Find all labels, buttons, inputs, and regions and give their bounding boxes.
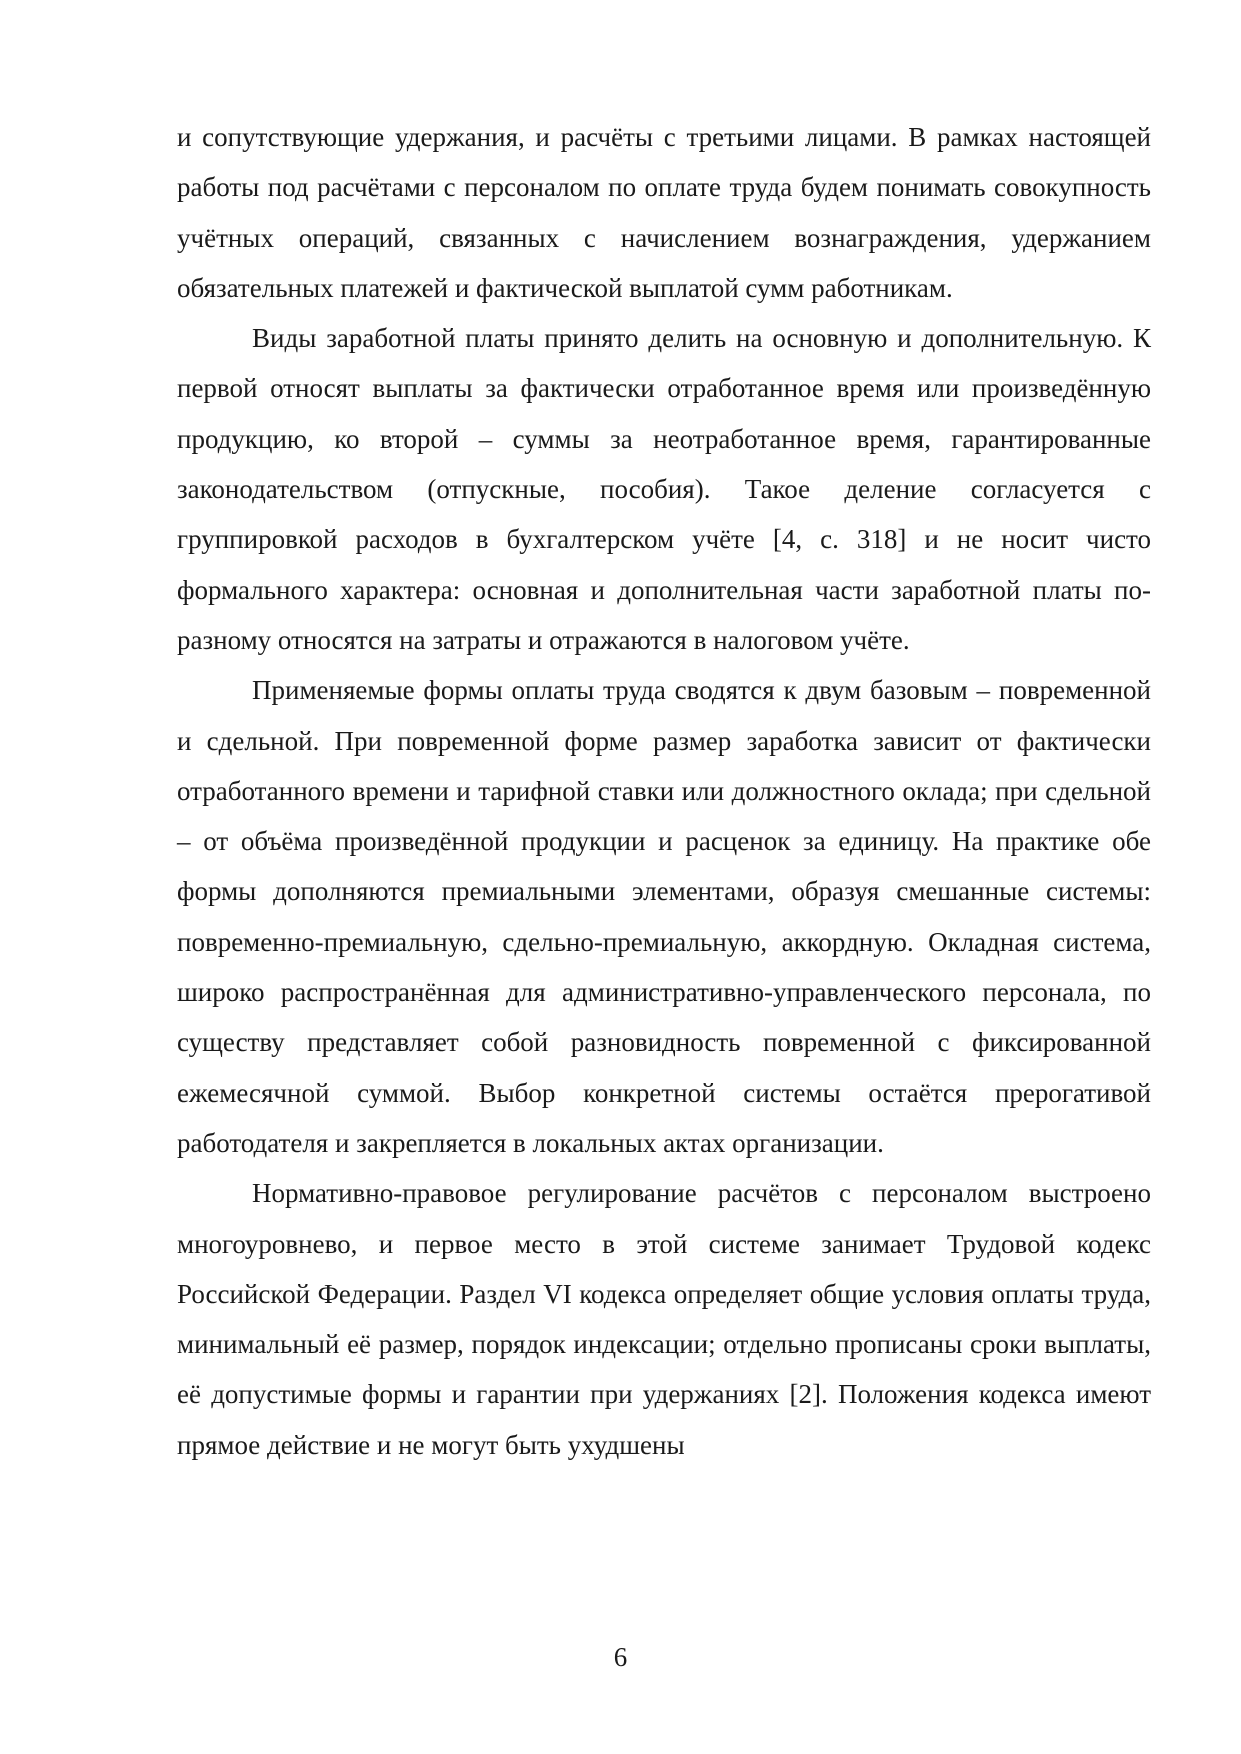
paragraph-legal-regulation: Нормативно-правовое регулирование расчётов с персоналом выстроено многоуровнево, и первое место в этой системе занимает Трудовой кодекс Российской Федерации. Раздел VI кодекса определяет общие условия оплаты труда, минимальный её размер, порядок индексации; отдельно прописаны сроки выплаты, её допустимые формы и гарантии при удержаниях [2]. Положения кодекса имеют прямое действие и не могут быть ухудшены <box>177 1178 1151 1460</box>
paragraph-wage-types: Виды заработной платы принято делить на основную и дополнительную. К первой относят выплаты за фактически отработанное время или произведённую продукцию, ко второй – суммы за неотработанное время, гарантированные законодательством (отпускные, пособия). Такое деление согласуется с группировкой расходов в бухгалтерском учёте [4, с. 318] и не носит чисто формального характера: основная и дополнительная части заработной платы по-разному относятся на затраты и отражаются в налоговом учёте. <box>177 323 1151 655</box>
document-body <box>177 112 1151 1470</box>
paragraph-pay-forms: Применяемые формы оплаты труда сводятся к двум базовым – повременной и сдельной. При повременной форме размер заработка зависит от фактически отработанного времени и тарифной ставки или должностного оклада; при сдельной – от объёма произведённой продукции и расценок за единицу. На практике обе формы дополняются премиальными элементами, образуя смешанные системы: повременно-премиальную, сдельно-премиальную, аккордную. Окладная система, широко распространённая для административно-управленческого персонала, по существу представляет собой разновидность повременной с фиксированной ежемесячной суммой. Выбор конкретной системы остаётся прерогативой работодателя и закрепляется в локальных актах организации. <box>177 675 1151 1158</box>
paragraph-continuation: и сопутствующие удержания, и расчёты с третьими лицами. В рамках настоящей работы под расчётами с персоналом по оплате труда будем понимать совокупность учётных операций, связанных с начислением вознаграждения, удержанием обязательных платежей и фактической выплатой сумм работникам. <box>177 122 1151 303</box>
page-number: 6 <box>613 1642 628 1672</box>
